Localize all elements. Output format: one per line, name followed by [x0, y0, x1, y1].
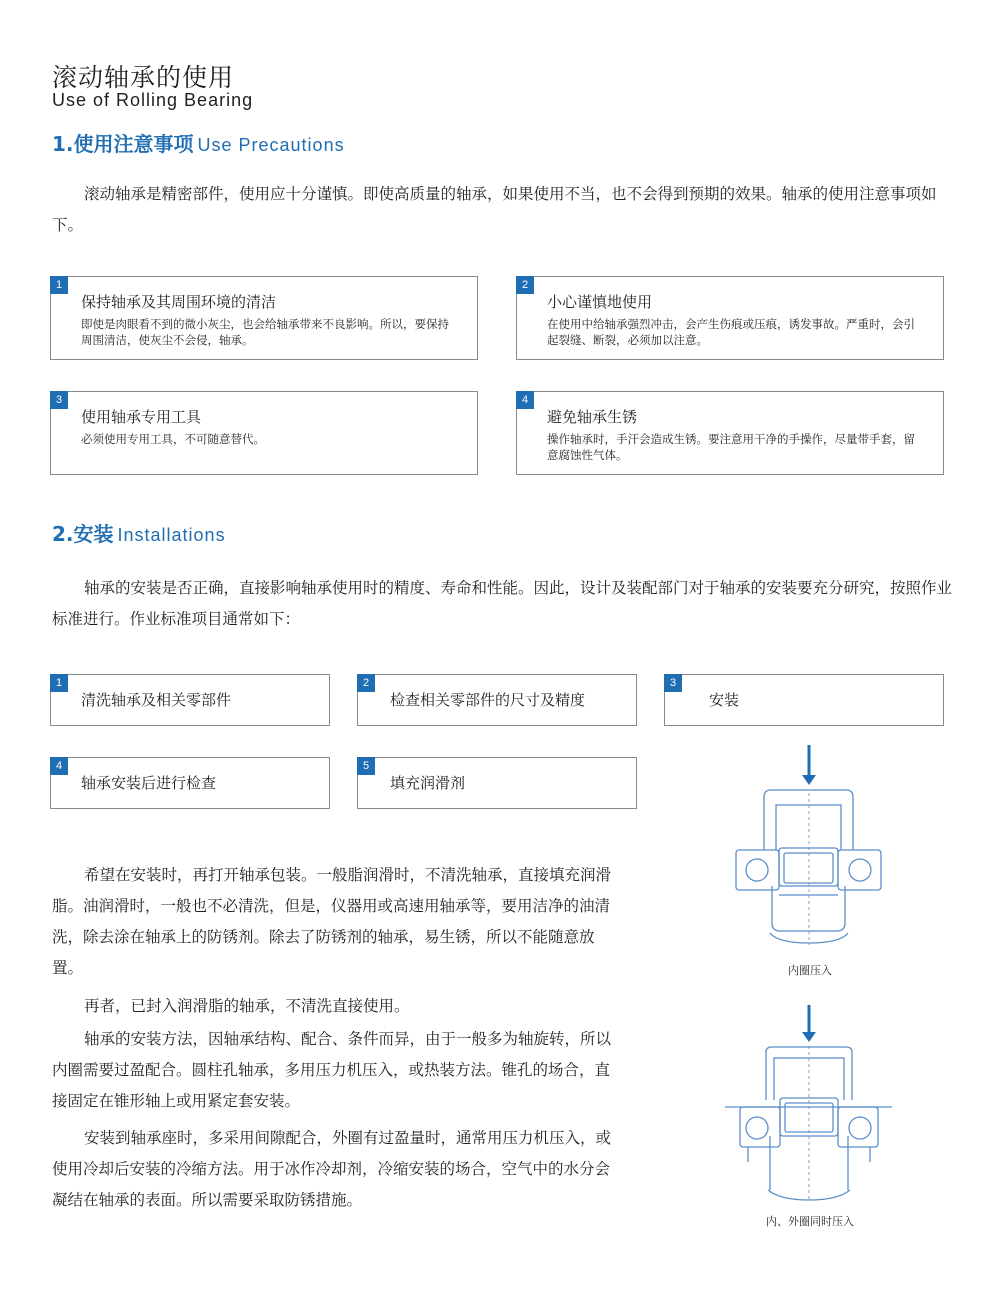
install-step — [664, 674, 944, 726]
card-number: 4 — [516, 391, 534, 409]
card-body: 操作轴承时，手汗会造成生锈。要注意用干净的手操作，尽量带手套，留意腐蚀性气体。 — [547, 432, 915, 462]
section1-heading-en: Use Precautions — [197, 135, 345, 155]
inner-ring-press-diagram — [720, 745, 900, 955]
precaution-card — [516, 391, 944, 475]
card-title: 使用轴承专用工具 — [81, 408, 202, 426]
step-label: 清洗轴承及相关零部件 — [81, 691, 232, 709]
install-step — [50, 674, 330, 726]
step-label: 检查相关零部件的尺寸及精度 — [390, 691, 586, 709]
section2-intro: 轴承的安装是否正确，直接影响轴承使用时的精度、寿命和性能。因此，设计及装配部门对于轴承的安装要充分研究，按照作业标准进行。作业标准项目通常如下： — [52, 579, 953, 628]
step-label: 安装 — [709, 691, 740, 709]
install-step — [357, 674, 637, 726]
inner-outer-ring-press-diagram — [720, 1000, 900, 1205]
precaution-card — [516, 276, 944, 360]
section1-heading — [52, 128, 345, 157]
install-step — [357, 757, 637, 809]
card-body: 在使用中给轴承强烈冲击，会产生伤痕或压痕，诱发事故。严重时，会引起裂缝、断裂，必须加以注意。 — [547, 317, 915, 347]
precaution-card — [50, 276, 478, 360]
section2-heading-cn: 2.安装 — [52, 522, 114, 546]
install-paragraph: 安装到轴承座时，多采用间隙配合，外圈有过盈量时，通常用压力机压入，或使用冷却后安装的冷缩方法。用于冰作冷却剂，冷缩安装的场合，空气中的水分会凝结在轴承的表面。所以需要采取防锈措施。 — [52, 1129, 612, 1209]
step-number: 5 — [357, 757, 375, 775]
step-number: 1 — [50, 674, 68, 692]
card-title: 小心谨慎地使用 — [547, 293, 653, 311]
section1-intro: 滚动轴承是精密部件，使用应十分谨慎。即使高质量的轴承，如果使用不当，也不会得到预期的效果。轴承的使用注意事项如下。 — [52, 185, 937, 234]
card-title: 保持轴承及其周围环境的清洁 — [81, 293, 277, 311]
step-label: 填充润滑剂 — [390, 774, 466, 792]
page-title: 滚动轴承的使用 — [52, 63, 235, 92]
install-paragraph: 轴承的安装方法，因轴承结构、配合、条件而异，由于一般多为轴旋转，所以内圈需要过盈配合。圆柱孔轴承，多用压力机压入，或热装方法。锥孔的场合，直接固定在锥形轴上或用紧定套安装。 — [52, 1030, 612, 1110]
install-step — [50, 757, 330, 809]
figure-caption: 内圈压入 — [788, 964, 832, 977]
page-subtitle: Use of Rolling Bearing — [52, 90, 254, 110]
card-body: 即使是肉眼看不到的微小灰尘，也会给轴承带来不良影响。所以，要保持周围清洁，使灰尘不会侵，轴承。 — [81, 317, 449, 347]
card-body: 必须使用专用工具，不可随意替代。 — [81, 432, 265, 446]
figure-caption: 内、外圈同时压入 — [766, 1215, 854, 1228]
section1-heading-cn: 1.使用注意事项 — [52, 132, 194, 156]
card-number: 2 — [516, 276, 534, 294]
install-paragraph: 再者，已封入润滑脂的轴承，不清洗直接使用。 — [84, 997, 410, 1015]
card-title: 避免轴承生锈 — [547, 408, 638, 426]
section2-heading-en: Installations — [117, 525, 226, 545]
step-number: 4 — [50, 757, 68, 775]
card-number: 1 — [50, 276, 68, 294]
step-label: 轴承安装后进行检查 — [81, 774, 217, 792]
step-number: 3 — [664, 674, 682, 692]
install-paragraph: 希望在安装时，再打开轴承包装。一般脂润滑时，不清洗轴承，直接填充润滑脂。油润滑时，一般也不必清洗，但是，仪器用或高速用轴承等，要用洁净的油清洗，除去涂在轴承上的防锈剂。除去了防锈剂的轴承，易生锈，所以不能随意放置。 — [52, 866, 612, 977]
card-number: 3 — [50, 391, 68, 409]
precaution-card — [50, 391, 478, 475]
section2-heading — [52, 518, 226, 547]
step-number: 2 — [357, 674, 375, 692]
